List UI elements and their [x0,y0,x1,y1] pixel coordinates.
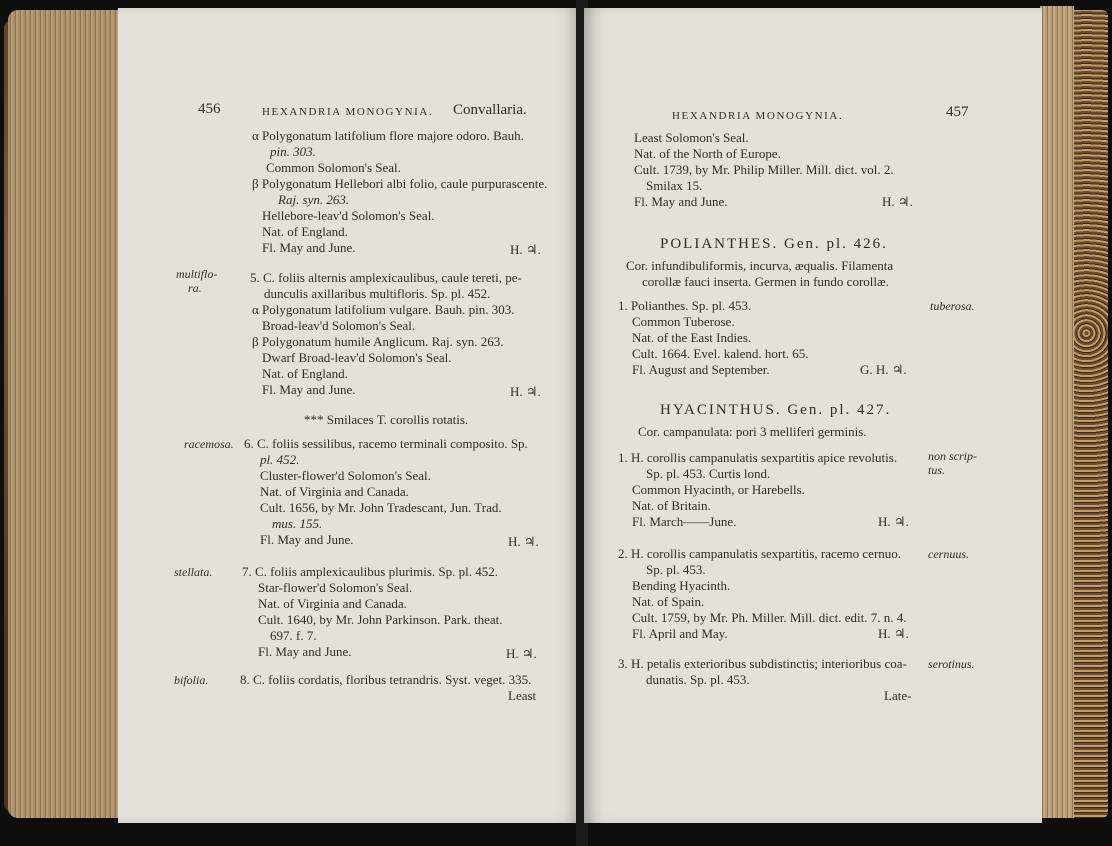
margin-note: serotinus. [928,657,975,671]
text-line: H. ♃. [510,242,541,257]
running-head-genus: Convallaria. [453,102,527,118]
text-line: Broad-leav'd Solomon's Seal. [262,318,416,333]
text-line: Smilax 15. [646,178,703,193]
text-line: β Polygonatum humile Anglicum. Raj. syn. 263. [252,334,504,349]
text-line: H. ♃. [510,384,541,399]
text-line: 8. C. foliis cordatis, floribus tetrandris. Syst. veget. 335. [240,672,532,687]
text-line: α Polygonatum latifolium vulgare. Bauh. pin. 303. [252,302,515,317]
text-line: pl. 452. [260,452,300,467]
left-page [118,8,580,823]
catchword: Late- [884,688,912,703]
text-line: Cult. 1664. Evel. kalend. hort. 65. [632,346,809,361]
text-line: Cor. infundibuliformis, incurva, æqualis. Filamenta [626,258,894,273]
margin-note: bifolia. [174,673,209,687]
right-page [584,8,1042,823]
text-line: pin. 303. [270,144,316,159]
text-line: Nat. of Virginia and Canada. [260,484,409,499]
page-edges-right [1040,6,1074,818]
text-line: Cult. 1640, by Mr. John Parkinson. Park. theat. [258,612,503,627]
text-line: Fl. March——June. [632,514,737,529]
margin-note: tuberosa. [930,299,975,313]
text-line: Sp. pl. 453. [646,562,706,577]
text-line: Raj. syn. 263. [278,192,350,207]
text-line: Fl. May and June. [262,240,356,255]
text-line: dunculis axillaribus multifloris. Sp. pl. 452. [264,286,491,301]
margin-note: stellata. [174,565,213,579]
running-head: HEXANDRIA MONOGYNIA. [262,106,434,118]
text-line: Common Hyacinth, or Harebells. [632,482,805,497]
text-line: 5. C. foliis alternis amplexicaulibus, caule tereti, pe- [250,270,522,285]
text-line: Common Solomon's Seal. [266,160,401,175]
text-line: Fl. May and June. [258,644,352,659]
text-line: Fl. May and June. [634,194,728,209]
text-line: Nat. of the East Indies. [632,330,752,345]
book-cover-right [1072,10,1108,818]
text-line: Nat. of England. [262,224,348,239]
text-line: 3. H. petalis exterioribus subdistinctis; interioribus coa- [618,656,907,671]
text-line: Dwarf Broad-leav'd Solomon's Seal. [262,350,452,365]
genus-heading: POLIANTHES. Gen. pl. 426. [660,236,888,252]
text-line: H. ♃. [878,514,909,529]
text-line: Cor. campanulata: pori 3 melliferi germinis. [638,424,867,439]
text-line: G. H. ♃. [860,362,907,377]
text-line: Bending Hyacinth. [632,578,731,593]
text-line: 2. H. corollis campanulatis sexpartitis, racemo cernuo. [618,546,902,561]
text-line: Nat. of Britain. [632,498,711,513]
page-edges-left [8,10,123,818]
page-number: 457 [946,104,969,120]
text-line: Fl. May and June. [262,382,356,397]
text-line: Nat. of England. [262,366,348,381]
margin-note: racemosa. [184,437,234,451]
text-line: H. ♃. [882,194,913,209]
margin-note: ra. [188,281,202,295]
text-line: Least Solomon's Seal. [634,130,749,145]
text-line: Nat. of Virginia and Canada. [258,596,407,611]
text-line: 1. H. corollis campanulatis sexpartitis apice revolutis. [618,450,898,465]
margin-note: tus. [928,463,946,477]
page-number: 456 [198,101,221,117]
catchword: Least [508,688,537,703]
text-line: H. ♃. [878,626,909,641]
text-line: Common Tuberose. [632,314,735,329]
text-line: Hellebore-leav'd Solomon's Seal. [262,208,435,223]
text-line: Fl. April and May. [632,626,728,641]
text-line: Fl. August and September. [632,362,770,377]
text-line: corollæ fauci inserta. Germen in fundo corollæ. [642,274,889,289]
text-line: 1. Polianthes. Sp. pl. 453. [618,298,752,313]
text-line: β Polygonatum Hellebori albi folio, caule purpurascente. [252,176,548,191]
text-line: α Polygonatum latifolium flore majore odoro. Bauh. [252,128,524,143]
text-line: dunatis. Sp. pl. 453. [646,672,750,687]
margin-note: non scrip- [928,449,977,463]
text-line: Fl. May and June. [260,532,354,547]
text-line: Cult. 1656, by Mr. John Tradescant, Jun. Trad. [260,500,502,515]
text-line: mus. 155. [272,516,323,531]
text-line: Star-flower'd Solomon's Seal. [258,580,413,595]
text-line: Nat. of Spain. [632,594,705,609]
text-line: H. ♃. [508,534,539,549]
text-line: Cult. 1739, by Mr. Philip Miller. Mill. dict. vol. 2. [634,162,894,177]
genus-heading: HYACINTHUS. Gen. pl. 427. [660,402,892,418]
running-head: HEXANDRIA MONOGYNIA. [672,110,844,122]
margin-note: cernuus. [928,547,969,561]
text-line: Sp. pl. 453. Curtis lond. [646,466,771,481]
section-heading: *** Smilaces T. corollis rotatis. [304,412,469,427]
text-line: H. ♃. [506,646,537,661]
text-line: 6. C. foliis sessilibus, racemo terminali composito. Sp. [244,436,528,451]
text-line: Cluster-flower'd Solomon's Seal. [260,468,431,483]
text-line: 697. f. 7. [270,628,317,643]
text-line: Nat. of the North of Europe. [634,146,781,161]
margin-note: multiflo- [176,267,218,281]
text-line: 7. C. foliis amplexicaulibus plurimis. Sp. pl. 452. [242,564,499,579]
text-line: Cult. 1759, by Mr. Ph. Miller. Mill. dict. edit. 7. n. 4. [632,610,907,625]
